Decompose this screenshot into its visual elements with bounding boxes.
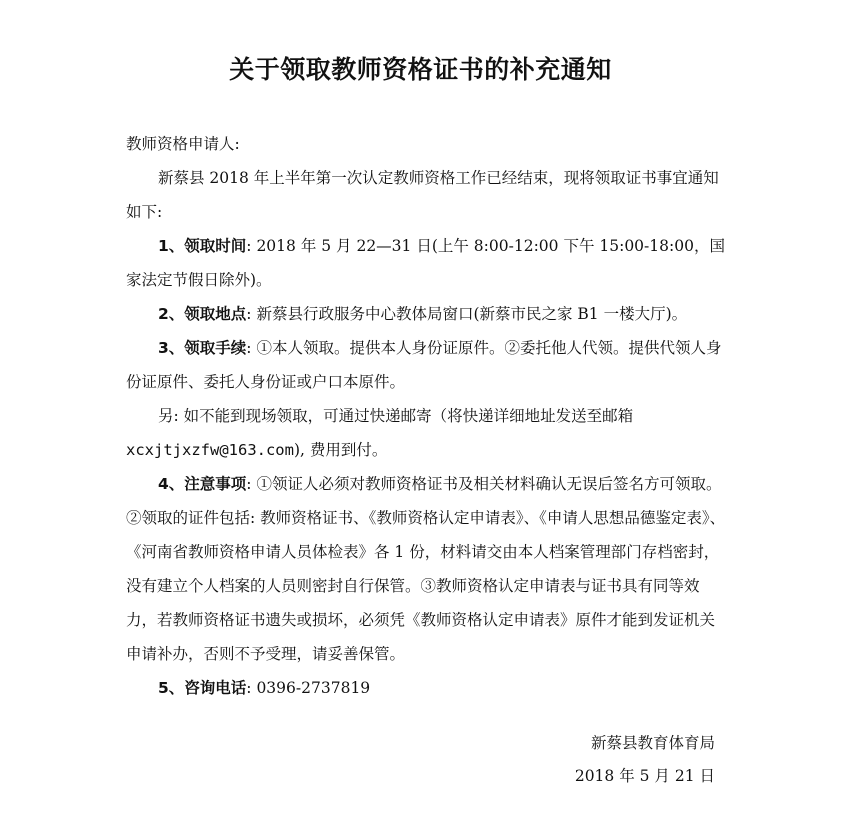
salutation: 教师资格申请人: <box>126 135 240 153</box>
item-pickup-procedure <box>126 331 726 399</box>
item-pickup-procedure-text: : ①本人领取。提供本人身份证原件。②委托他人代领。提供代领人身份证原件、委托人身份证或户口本原件。 <box>126 339 722 391</box>
item-contact-phone <box>126 671 726 705</box>
item-pickup-location-text: : 新蔡县行政服务中心教体局窗口(新蔡市民之家 B1 一楼大厅)。 <box>246 305 688 323</box>
intro-paragraph: 新蔡县 2018 年上半年第一次认定教师资格工作已经结束，现将领取证书事宜通知如下: <box>126 169 719 221</box>
item-notes-label: 4、注意事项 <box>158 475 247 493</box>
item-notes <box>126 467 726 671</box>
item-contact-phone-label: 5、咨询电话 <box>158 679 247 697</box>
item-pickup-procedure-label: 3、领取手续 <box>158 339 247 357</box>
mail-note-text-end: ), 费用到付。 <box>293 441 388 459</box>
item-pickup-time-text: : 2018 年 5 月 22—31 日(上午 8:00-12:00 下午 15:00-18:00，国家法定节假日除外)。 <box>126 237 725 289</box>
signature-block <box>575 727 715 793</box>
mail-note-paragraph <box>126 399 726 467</box>
mail-note-text: 另: 如不能到现场领取，可通过快递邮寄（将快递详细地址发送至邮箱 <box>158 407 634 425</box>
item-pickup-location <box>126 297 726 331</box>
issuing-organization: 新蔡县教育体育局 <box>590 734 715 752</box>
item-pickup-location-label: 2、领取地点 <box>158 305 247 323</box>
notice-title: 关于领取教师资格证书的补充通知 <box>229 55 612 84</box>
email-address: xcxjtjxzfw@163.com <box>126 441 294 459</box>
item-pickup-time-label: 1、领取时间 <box>158 237 247 255</box>
item-notes-text: : ①领证人必须对教师资格证书及相关材料确认无误后签名方可领取。②领取的证件包括: 教师资格证书、《教师资格认定申请表》、《申请人思想品德鉴定表》、《河南省教师资格申请人员体检表》各 1 份，材料请交由本人档案管理部门存档密封，没有建立个人档案的人员则密封自行保管。③教师资格认定申请表与证书具有同等效力，若教师资格证书遗失或损坏，必须凭《教师资格认定申请表》原件才能到发证机关申请补办，否则不予受理，请妥善保管。 <box>126 475 726 663</box>
item-contact-phone-text: : 0396-2737819 <box>246 679 371 697</box>
issue-date: 2018 年 5 月 21 日 <box>574 767 715 785</box>
notice-body <box>126 127 726 705</box>
item-pickup-time <box>126 229 726 297</box>
